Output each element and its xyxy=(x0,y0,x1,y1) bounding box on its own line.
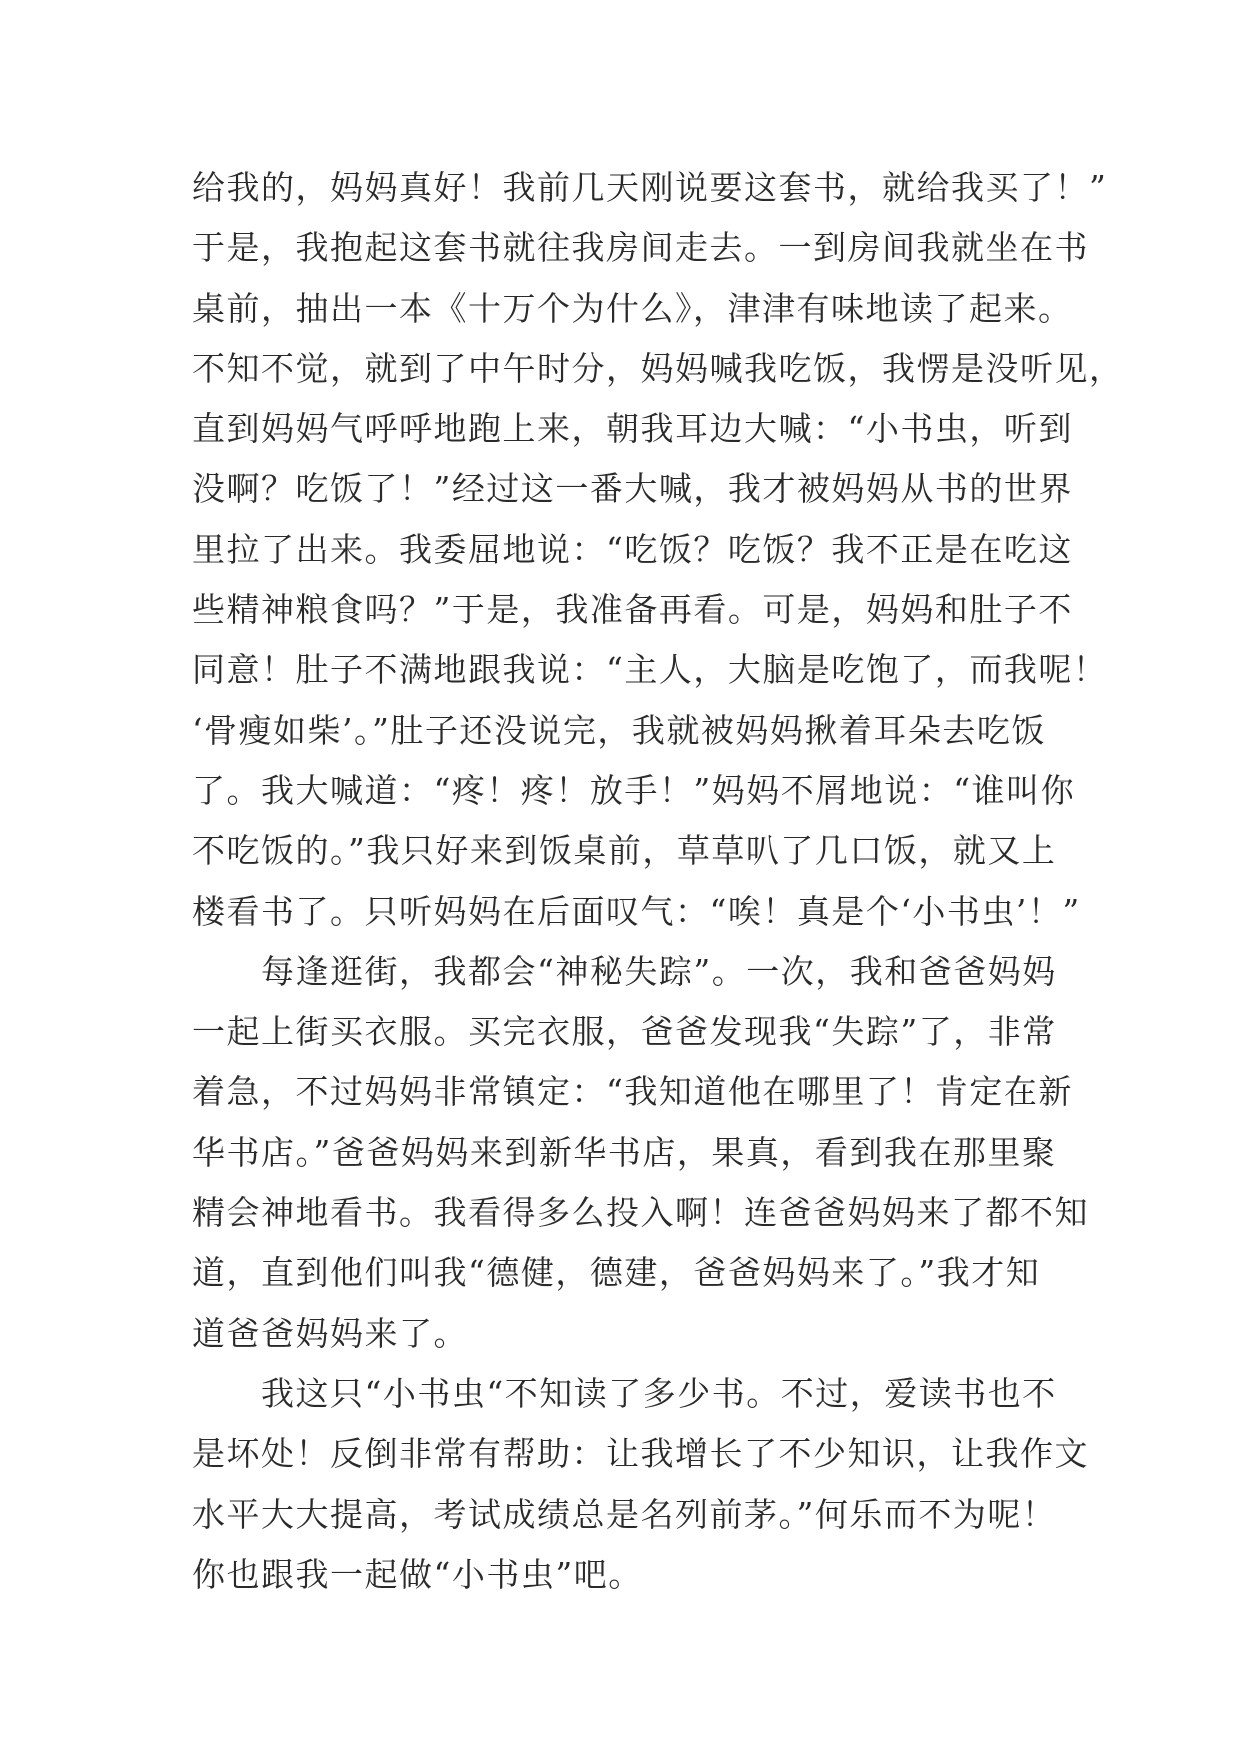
text-line: 楼看书了。只听妈妈在后面叹气：“唉！真是个‘小书虫’！” xyxy=(192,891,1081,931)
text-line: 精会神地看书。我看得多么投入啊！连爸爸妈妈来了都不知 xyxy=(192,1193,1089,1233)
text-line: 道，直到他们叫我“德健，德建，爸爸妈妈来了。”我才知 xyxy=(192,1253,1041,1293)
text-line: 给我的，妈妈真好！我前几天刚说要这套书，就给我买了！” xyxy=(192,168,1108,207)
text-line: 不知不觉，就到了中午时分，妈妈喊我吃饭，我愣是没听见， xyxy=(192,348,1124,388)
text-line: 是坏处！反倒非常有帮助：让我增长了不少知识，让我作文 xyxy=(192,1434,1089,1474)
text-line: 同意！肚子不满地跟我说：“主人，大脑是吃饱了，而我呢！ xyxy=(192,650,1108,690)
text-line: 一起上街买衣服。买完衣服，爸爸发现我“失踪”了，非常 xyxy=(192,1012,1057,1052)
text-line: 于是，我抱起这套书就往我房间走去。一到房间我就坐在书 xyxy=(192,228,1089,268)
text-line: 没啊？吃饭了！”经过这一番大喊，我才被妈妈从书的世界 xyxy=(192,469,1073,509)
text-line: 道爸爸妈妈来了。 xyxy=(192,1313,468,1353)
text-line: 着急，不过妈妈非常镇定：“我知道他在哪里了！肯定在新 xyxy=(192,1072,1073,1112)
text-line: 了。我大喊道：“疼！疼！放手！”妈妈不屑地说：“谁叫你 xyxy=(192,770,1076,810)
text-line: 里拉了出来。我委屈地说：“吃饭？吃饭？我不正是在吃这 xyxy=(192,529,1073,569)
essay-body xyxy=(192,158,1124,1605)
text-line: 不吃饭的。”我只好来到饭桌前，草草叭了几口饭，就又上 xyxy=(192,831,1057,871)
text-line: 华书店。”爸爸妈妈来到新华书店，果真，看到我在那里聚 xyxy=(192,1132,1057,1172)
paragraph-start-line: 每逢逛街，我都会“神秘失踪”。一次，我和爸爸妈妈 xyxy=(192,951,1057,991)
text-line: 些精神粮食吗？”于是，我准备再看。可是，妈妈和肚子不 xyxy=(192,590,1073,630)
paragraph-start-line: 我这只“小书虫“不知读了多少书。不过，爱读书也不 xyxy=(192,1373,1057,1413)
text-line: 你也跟我一起做“小书虫”吧。 xyxy=(192,1554,643,1594)
text-line: 桌前，抽出一本《十万个为什么》，津津有味地读了起来。 xyxy=(192,288,1073,328)
text-line: 水平大大提高，考试成绩总是名列前茅。”何乐而不为呢！ xyxy=(192,1494,1057,1534)
text-line: ‘骨瘦如柴’。”肚子还没说完，我就被妈妈揪着耳朵去吃饭 xyxy=(192,710,1046,750)
text-line: 直到妈妈气呼呼地跑上来，朝我耳边大喊：“小书虫，听到 xyxy=(192,409,1073,449)
